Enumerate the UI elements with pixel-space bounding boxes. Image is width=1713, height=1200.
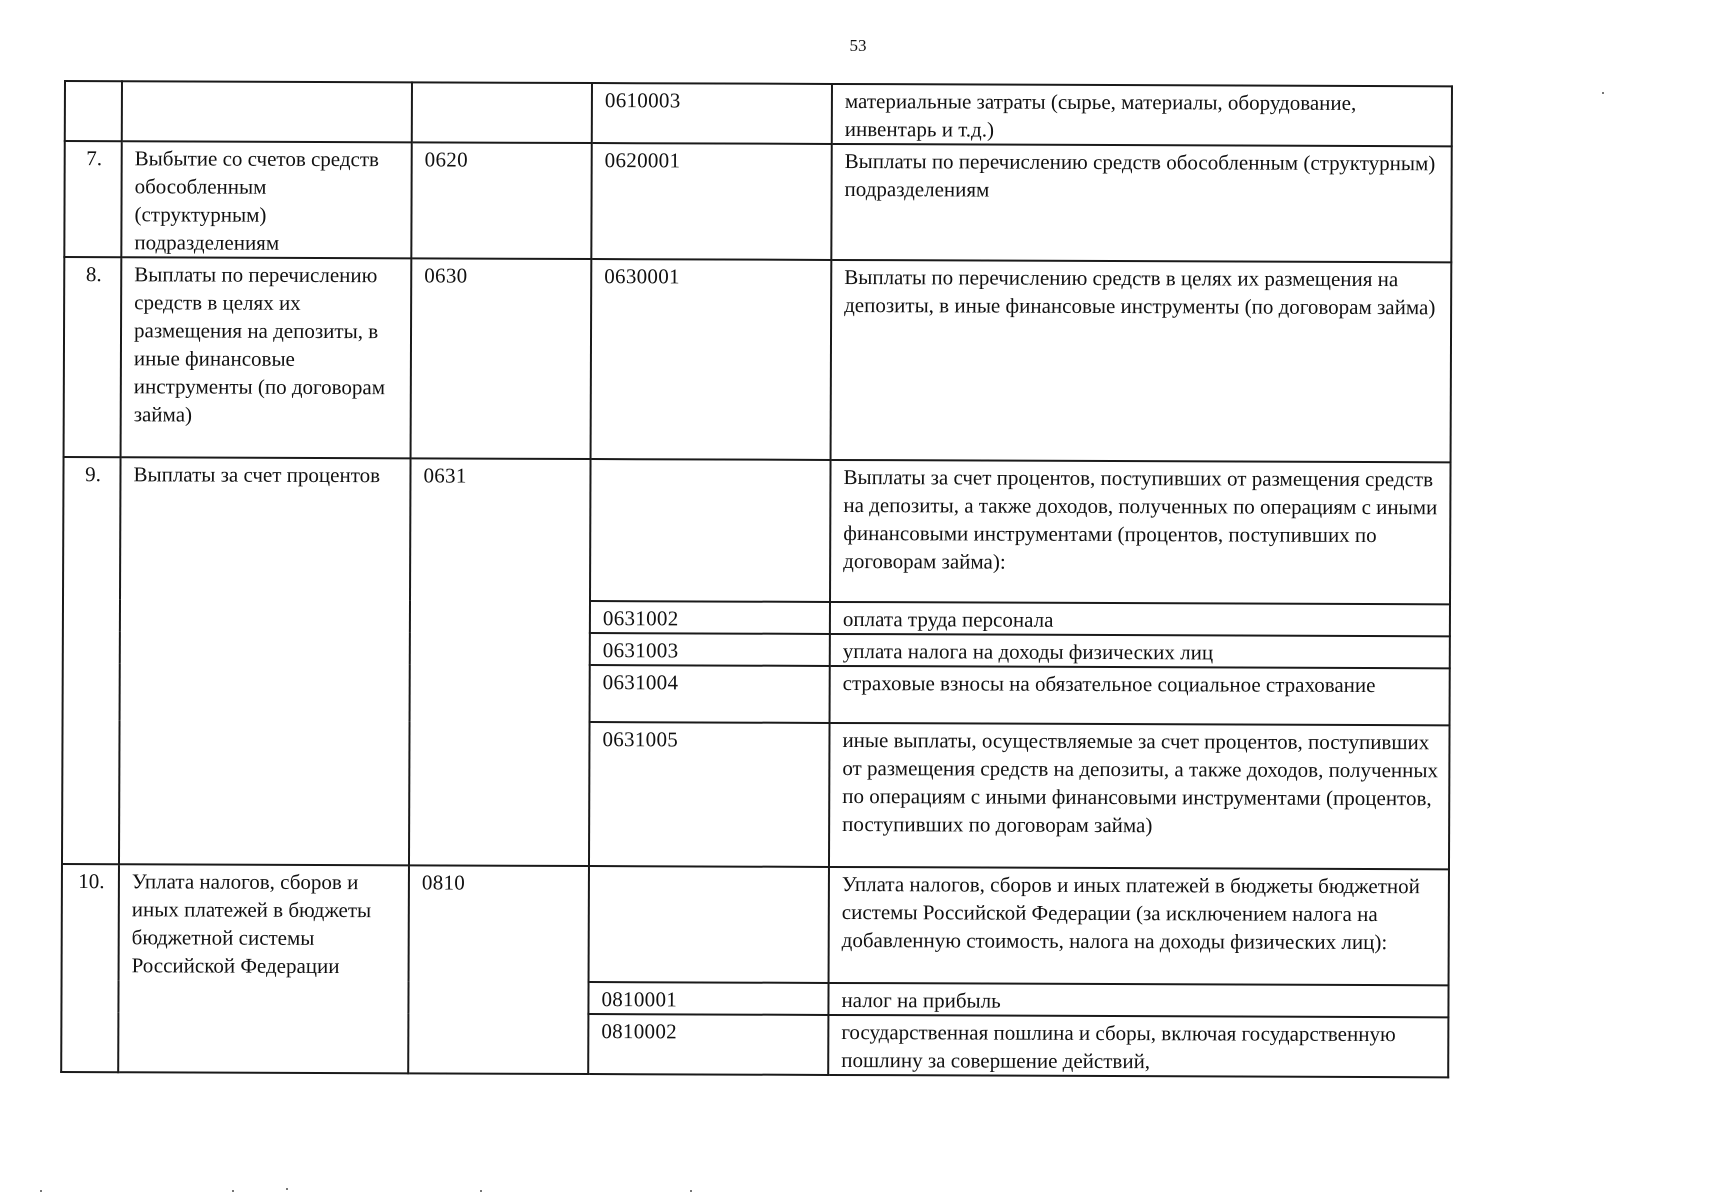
row-number-cell: 10.	[61, 864, 119, 1072]
description-cell: государственная пошлина и сборы, включая государственную пошлину за совершение действий,	[828, 1015, 1448, 1077]
description-cell: иные выплаты, осуществляемые за счет процентов, поступивших от размещения средств на депозиты, а также доходов, полученных по операциям с иными финансовыми инструментами (процентов, поступивших по договорам займа)	[829, 723, 1450, 869]
code-cell: 0620001	[591, 143, 831, 260]
code-cell: 0630001	[591, 259, 832, 460]
description-cell: Уплата налогов, сборов и иных платежей в бюджеты бюджетной системы Российской Федерации (за исключением налога на добавленную стоимость, налога на доходы физических лиц):	[829, 867, 1449, 985]
description-cell: страховые взносы на обязательное социальное страхование	[830, 666, 1450, 725]
code-cell: 0810002	[588, 1014, 828, 1075]
scan-speck	[1602, 92, 1604, 94]
description-cell: Выплаты за счет процентов, поступивших от размещения средств на депозиты, а также доходов, полученных по операциям с иными финансовыми инструментами (процентов, поступивших по договорам займа):	[830, 460, 1451, 604]
code-cell: 0631005	[589, 722, 830, 867]
table-row	[64, 141, 1451, 262]
item-name-cell	[122, 81, 412, 142]
code-cell: 0631003	[590, 633, 830, 666]
table-row	[65, 81, 1452, 146]
page-number: 53	[849, 36, 867, 55]
group-code-cell	[412, 82, 592, 143]
table-row	[63, 457, 1451, 604]
scan-speck	[690, 1190, 692, 1192]
scan-speck	[480, 1190, 482, 1192]
item-name-cell: Выплаты за счет процентов	[119, 457, 411, 865]
row-number-cell: 8.	[64, 257, 122, 457]
table-row	[62, 864, 1449, 985]
code-cell	[589, 866, 829, 983]
group-code-cell: 0630	[411, 258, 592, 459]
row-number-cell: 9.	[62, 457, 121, 864]
description-cell: Выплаты по перечислению средств в целях их размещения на депозиты, в иные финансовые инструменты (по договорам займа)	[831, 260, 1452, 462]
description-cell: уплата налога на доходы физических лиц	[830, 634, 1450, 668]
code-cell: 0631004	[590, 665, 830, 723]
group-code-cell: 0620	[411, 142, 591, 259]
row-number-cell: 7.	[64, 141, 121, 257]
code-cell: 0631002	[590, 601, 830, 634]
item-name-cell: Выбытие со счетов средств обособленным (структурным) подразделениям	[121, 141, 411, 258]
row-number-cell	[65, 81, 122, 141]
group-code-cell: 0631	[409, 458, 591, 866]
scan-speck	[232, 1190, 234, 1192]
code-cell: 0610003	[592, 83, 832, 144]
scan-speck	[286, 1188, 288, 1190]
description-cell: материальные затраты (сырье, материалы, оборудование, инвентарь и т.д.)	[832, 84, 1452, 146]
table-row	[64, 257, 1452, 462]
item-name-cell: Уплата налогов, сборов и иных платежей в бюджеты бюджетной системы Российской Федерации	[118, 864, 409, 1073]
item-name-cell: Выплаты по перечислению средств в целях их размещения на депозиты, в иные финансовые инструменты (по договорам займа)	[121, 257, 412, 458]
code-cell: 0810001	[588, 982, 828, 1015]
code-cell	[590, 459, 831, 602]
description-cell: Выплаты по перечислению средств обособленным (структурным) подразделениям	[831, 144, 1451, 262]
scan-speck	[40, 1190, 42, 1192]
classification-table	[60, 80, 1453, 1078]
group-code-cell: 0810	[408, 865, 589, 1074]
description-cell: налог на прибыль	[828, 983, 1448, 1017]
description-cell: оплата труда персонала	[830, 602, 1450, 636]
